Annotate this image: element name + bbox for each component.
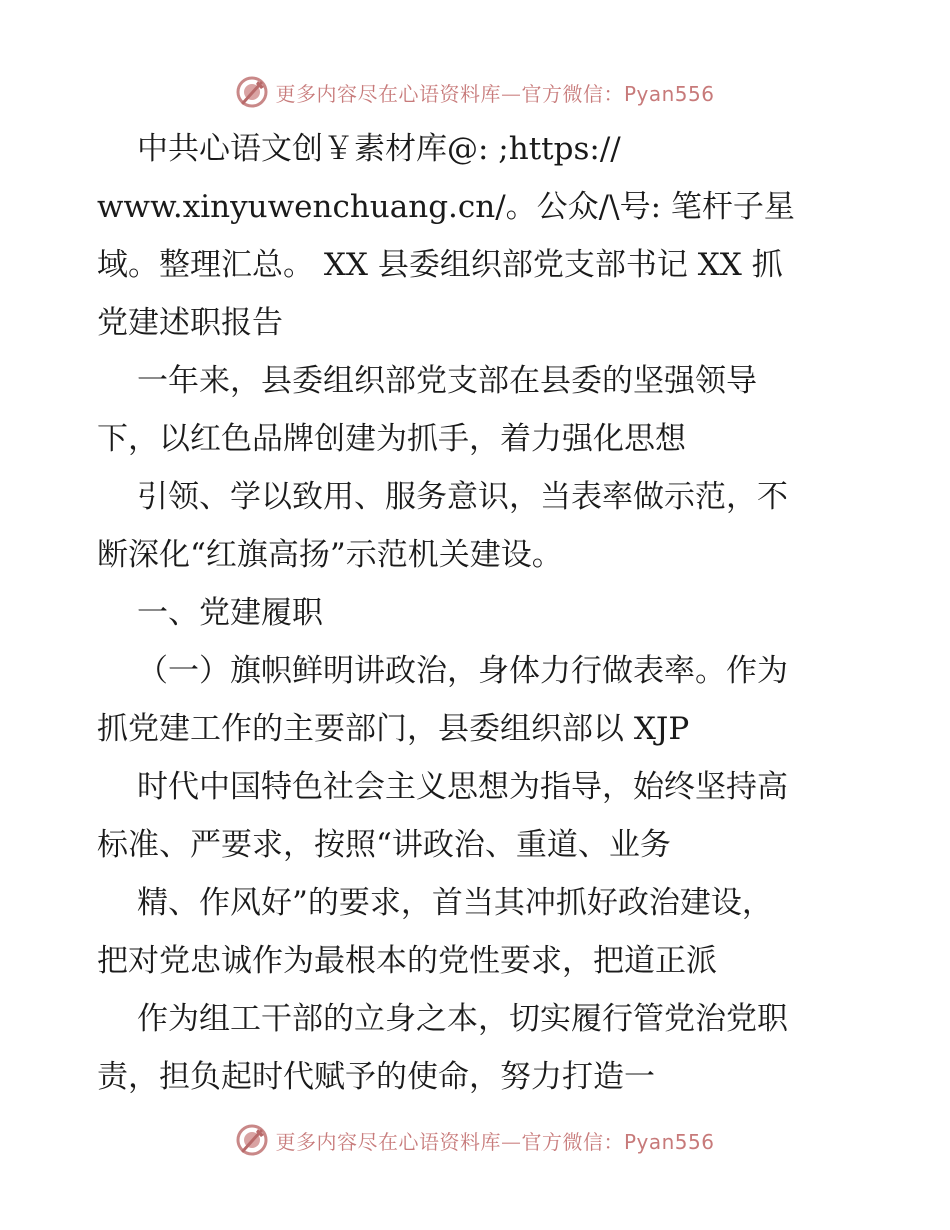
- pen-logo-icon: [235, 75, 269, 109]
- text-line: 抓党建工作的主要部门，县委组织部以 XJP: [97, 711, 690, 747]
- text-line: 引领、学以致用、服务意识，当表率做示范，不: [137, 479, 788, 515]
- text-line: 域。整理汇总。 XX 县委组织部党支部书记 XX 抓: [97, 247, 783, 283]
- text-line: 作为组工干部的立身之本，切实履行管党治党职: [137, 1001, 788, 1037]
- footer-banner-tail: 官方微信：Pyan556: [521, 1129, 715, 1154]
- text-line: www.xinyuwenchuang.cn/。公众/\号: 笔杆子星: [97, 189, 795, 225]
- pen-logo-icon: [235, 1123, 269, 1157]
- footer-banner-main: 更多内容尽在心语资料库: [275, 1129, 501, 1154]
- text-line: 一年来，县委组织部党支部在县委的坚强领导: [137, 363, 757, 399]
- header-banner-sep: —: [500, 81, 522, 106]
- text-line: 时代中国特色社会主义思想为指导，始终坚持高: [137, 769, 788, 805]
- text-line: （一）旗帜鲜明讲政治，身体力行做表率。作为: [137, 653, 788, 689]
- footer-banner-sep: —: [500, 1129, 522, 1154]
- text-line: 精、作风好”的要求，首当其冲抓好政治建设，: [137, 885, 773, 921]
- document-body: [97, 120, 857, 1106]
- text-line: 党建述职报告: [97, 305, 283, 341]
- header-banner-tail: 官方微信：Pyan556: [521, 81, 715, 106]
- footer-watermark: [0, 1120, 950, 1160]
- text-line: 下，以红色品牌创建为抓手，着力强化思想: [97, 421, 686, 457]
- header-banner-main: 更多内容尽在心语资料库: [275, 81, 501, 106]
- text-line: 标准、严要求，按照“讲政治、重道、业务: [97, 827, 671, 863]
- footer-banner-text: [275, 1126, 714, 1155]
- text-line: 中共心语文创￥素材库@: ;https://: [137, 131, 621, 167]
- header-banner-text: [275, 78, 714, 107]
- text-line: 一、党建履职: [137, 595, 323, 631]
- text-line: 责，担负起时代赋予的使命，努力打造一: [97, 1059, 655, 1095]
- footer-banner: [235, 1123, 714, 1157]
- text-line: 断深化“红旗高扬”示范机关建设。: [97, 537, 563, 573]
- header-watermark: [0, 72, 950, 112]
- header-banner: [235, 75, 714, 109]
- text-line: 把对党忠诚作为最根本的党性要求，把道正派: [97, 943, 717, 979]
